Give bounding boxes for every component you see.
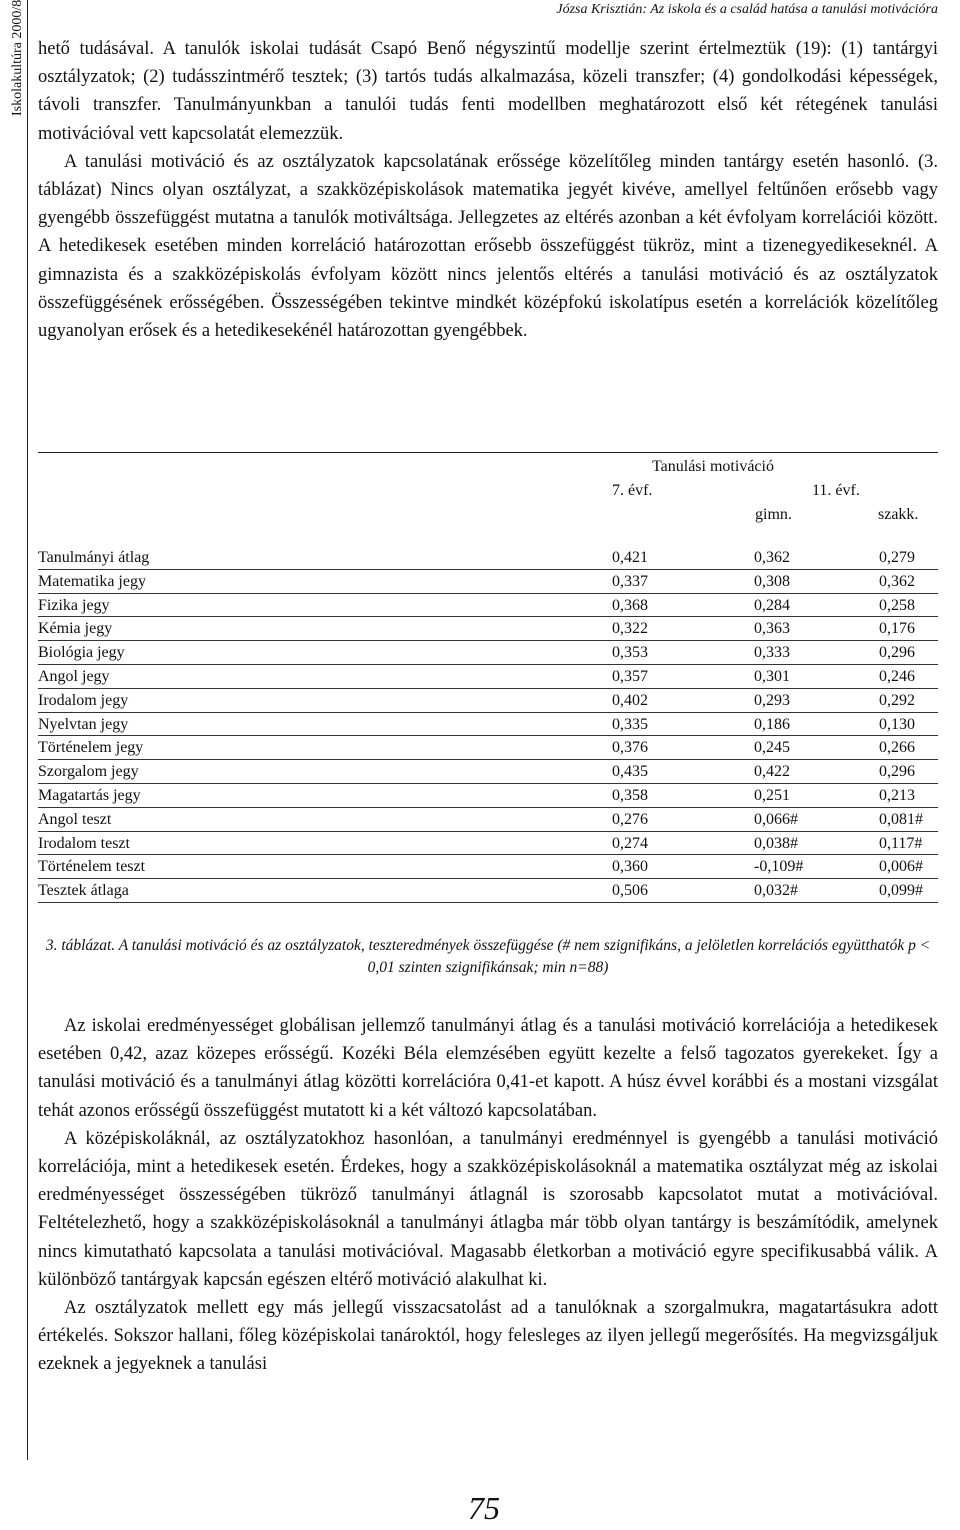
- table-cell-v7: 0,360: [612, 858, 648, 876]
- paragraph: A középiskoláknál, az osztályzatokhoz hasonlóan, a tanulmányi eredménnyel is gyengébb a tanulási motiváció korrelációja, mint a hetedikesek esetén. Érdekes, hogy a szakközépiskolásoknál a matematika osztályzat még az iskolai eredményességet összességében tükröző tanulmányi átlagnál is szorosabb kapcsolatot mutat a motivációval. Feltételezhető, hogy a szakközépiskolásoknál a tanulmányi átlagba már több olyan tantárgy is beszámítódik, amelynek nincs kimutatható kapcsolata a tanulási motivációval. Magasabb életkorban a motiváció egyre specifikusabbá válik. A különböző tantárgyak kapcsán egészen eltérő motiváció alakulhat ki.: [38, 1128, 938, 1290]
- paragraph: Az osztályzatok mellett egy más jellegű visszacsatolást ad a tanulóknak a szorgalmukra, magatartásukra adott értékelés. Sokszor hallani, főleg középiskolai tanároktól, hogy felesleges az ilyen jellegű megerősítés. Ha megvizsgáljuk ezeknek a jegyeknek a tanulási: [38, 1298, 938, 1375]
- table-cell-v7: 0,368: [612, 596, 648, 614]
- paragraph: hető tudásával. A tanulók iskolai tudását Csapó Benő négyszintű modellje szerint értelmeztük (19): (1) tantárgyi osztályzatok; (2) tudásszintmérő tesztek; (3) tartós tudás alkalmazása, közeli transzfer; (4) gondolkodási képességek, távoli transzfer. Tanulmányunkban a tanulói tudás fenti modellben meghatározott első két rétegének tanulási motivációval vett kapcsolatát elemezzük.: [38, 39, 938, 144]
- table-cell-label: Biológia jegy: [38, 644, 125, 662]
- table-cell-gimn: 0,293: [754, 691, 790, 709]
- table-cell-gimn: 0,038#: [754, 834, 798, 852]
- table-cell-gimn: 0,066#: [754, 810, 798, 828]
- table-cell-v7: 0,358: [612, 786, 648, 804]
- table-row: [38, 665, 938, 689]
- table-cell-label: Tesztek átlaga: [38, 882, 129, 900]
- table-cell-v7: 0,337: [612, 572, 648, 590]
- table-cell-label: Tanulmányi átlag: [38, 549, 150, 566]
- table-row: [38, 689, 938, 713]
- table-col-7: 7. évf.: [612, 482, 653, 499]
- table-sub-szakk: szakk.: [878, 506, 919, 523]
- table-cell-gimn: 0,422: [754, 763, 790, 781]
- table-row: [38, 570, 938, 594]
- table-row: [38, 832, 938, 856]
- table-cell-v7: 0,335: [612, 715, 648, 733]
- table-cell-label: Történelem jegy: [38, 739, 144, 757]
- table-cell-szakk: 0,362: [879, 572, 915, 590]
- table-cell-gimn: 0,301: [754, 667, 790, 685]
- table-cell-label: Történelem teszt: [38, 858, 146, 876]
- table-cell-szakk: 0,117#: [879, 834, 923, 852]
- table-cell-label: Irodalom jegy: [38, 691, 129, 709]
- table-cell-szakk: 0,279: [879, 549, 915, 566]
- table-row: [38, 713, 938, 737]
- table-cell-gimn: 0,032#: [754, 882, 798, 900]
- table-cell-gimn: 0,308: [754, 572, 790, 590]
- table-cell-szakk: 0,258: [879, 596, 915, 614]
- running-head: Józsa Krisztián: Az iskola és a család hatása a tanulási motivációra: [556, 2, 938, 17]
- table-cell-v7: 0,435: [612, 763, 648, 781]
- paragraph: A tanulási motiváció és az osztályzatok kapcsolatának erőssége közelítőleg minden tantárgy esetén hasonló. (3. táblázat) Nincs olyan osztályzat, a szakközépiskolások matematika jegyét kivéve, amellyel feltűnően erősebb vagy gyengébb összefüggést mutatna a tanulók motiváltsága. Jellegzetes az eltérés azonban a két évfolyam korrelációi között. A hetedikesek esetében minden korreláció határozottan erősebb összefüggést tükröz, mint a tizenegyedikeseknél. A gimnazista és a szakközépiskolás évfolyam között nincs jelentős eltérés a tanulási motiváció és az osztályzatok összefüggésének erősségében. Összességében tekintve mindkét középfokú iskolatípus esetén a korrelációk közelítőleg ugyanolyan erősek és a hetedikesekénél határozottan gyengébbek.: [38, 151, 938, 342]
- table-cell-gimn: 0,186: [754, 715, 790, 733]
- correlation-table: [38, 546, 938, 903]
- table-row: [38, 784, 938, 808]
- margin-rule: [27, 0, 28, 1460]
- table-cell-label: Angol teszt: [38, 810, 112, 828]
- table-cell-szakk: 0,081#: [879, 810, 923, 828]
- table-cell-v7: 0,421: [612, 549, 648, 566]
- body-text-bottom: [38, 1012, 938, 1379]
- page-number: 75: [468, 1490, 500, 1526]
- table-row: [38, 736, 938, 760]
- table-cell-szakk: 0,296: [879, 644, 915, 662]
- table-row: [38, 641, 938, 665]
- table-row: [38, 855, 938, 879]
- table-group-header: Tanulási motiváció: [652, 458, 774, 475]
- table-cell-label: Fizika jegy: [38, 596, 110, 614]
- table-sub-gimn: gimn.: [755, 506, 792, 523]
- table-cell-szakk: 0,099#: [879, 882, 923, 900]
- table-cell-v7: 0,322: [612, 620, 648, 638]
- table-cell-gimn: -0,109#: [754, 858, 804, 876]
- table-cell-label: Szorgalom jegy: [38, 763, 139, 781]
- table-cell-label: Kémia jegy: [38, 620, 113, 638]
- table-cell-v7: 0,376: [612, 739, 648, 757]
- table-cell-szakk: 0,292: [879, 691, 915, 709]
- table-cell-label: Irodalom teszt: [38, 834, 130, 852]
- table-cell-label: Magatartás jegy: [38, 786, 141, 804]
- table-cell-label: Angol jegy: [38, 667, 110, 685]
- table-cell-gimn: 0,245: [754, 739, 790, 757]
- table-row: [38, 879, 938, 903]
- table-cell-v7: 0,274: [612, 834, 648, 852]
- table-cell-szakk: 0,006#: [879, 858, 923, 876]
- table-cell-v7: 0,402: [612, 691, 648, 709]
- table-cell-szakk: 0,296: [879, 763, 915, 781]
- table-cell-v7: 0,353: [612, 644, 648, 662]
- table-cell-szakk: 0,130: [879, 715, 915, 733]
- table-row: [38, 546, 938, 570]
- paragraph: Az iskolai eredményességet globálisan jellemző tanulmányi átlag és a tanulási motiváció korrelációja a hetedikesek esetében 0,42, azaz közepes erősségű. Kozéki Béla elemzésében együtt kezelte a felső tagozatos gyerekeket. Így a tanulási motiváció és a tanulmányi átlag közötti korrelációra 0,41-et kapott. A húsz évvel korábbi és a mostani vizsgálat tehát azonos erősségű összefüggést mutatott ki a két változó kapcsolatában.: [38, 1016, 938, 1121]
- table-cell-label: Nyelvtan jegy: [38, 715, 129, 733]
- table-cell-v7: 0,506: [612, 882, 648, 900]
- table-row: [38, 594, 938, 618]
- table-cell-label: Matematika jegy: [38, 572, 146, 590]
- body-text-top: [38, 35, 938, 345]
- journal-label: Iskolakultúra 2000/8: [10, 0, 25, 116]
- table-row: [38, 617, 938, 641]
- table-cell-gimn: 0,363: [754, 620, 790, 638]
- table-cell-szakk: 0,213: [879, 786, 915, 804]
- table-caption: 3. táblázat. A tanulási motiváció és az osztályzatok, teszteredmények összefüggése (# nem szignifikáns, a jelöletlen korrelációs együtthatók p < 0,01 szinten szignifikánsak; min n=88): [45, 937, 931, 976]
- table-col-11: 11. évf.: [812, 482, 860, 499]
- table-cell-gimn: 0,284: [754, 596, 790, 614]
- table-cell-v7: 0,357: [612, 667, 648, 685]
- table-row: [38, 760, 938, 784]
- table-row: [38, 808, 938, 832]
- table-top-rule: [38, 452, 938, 453]
- table-cell-szakk: 0,246: [879, 667, 915, 685]
- table-cell-szakk: 0,266: [879, 739, 915, 757]
- table-cell-gimn: 0,251: [754, 786, 790, 804]
- table-cell-gimn: 0,362: [754, 549, 790, 566]
- table-cell-szakk: 0,176: [879, 620, 915, 638]
- table-cell-v7: 0,276: [612, 810, 648, 828]
- table-cell-gimn: 0,333: [754, 644, 790, 662]
